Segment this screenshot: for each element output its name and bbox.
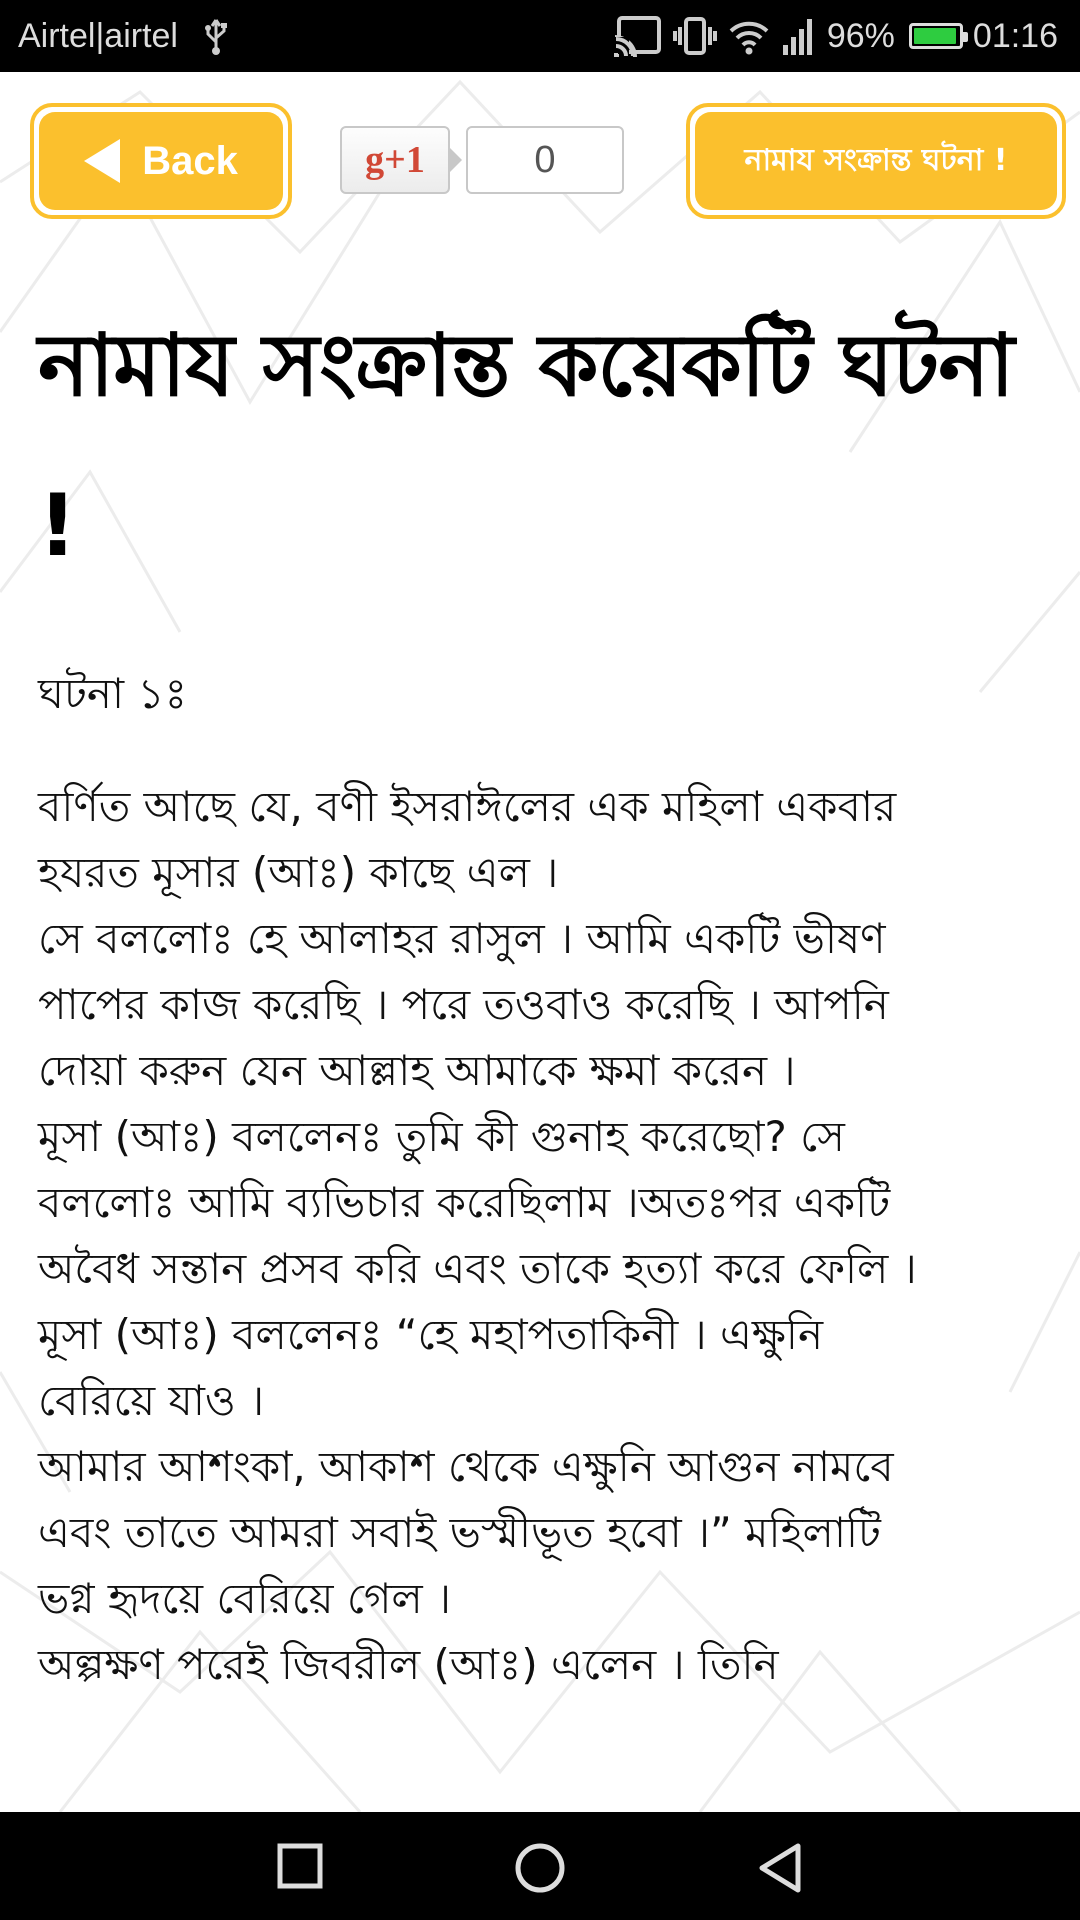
article-line: মূসা (আঃ) বললেনঃ “হে মহাপতাকিনী । এক্ষুনি [38,1310,824,1359]
back-nav-icon[interactable] [756,1842,804,1894]
plus-one-count-value: 0 [534,138,556,181]
battery-fill [914,28,956,44]
signal-icon [781,15,817,57]
google-plus-one-button[interactable] [340,126,450,194]
article-line: দোয়া করুন যেন আল্লাহ আমাকে ক্ষমা করেন । [38,1046,796,1095]
article-line: বললোঃ আমি ব্যভিচার করেছিলাম ।অতঃপর একটি [38,1178,891,1227]
article-subheading: ঘটনা ১ঃ [38,669,188,718]
count-pointer [450,148,462,172]
vibrate-icon [673,15,717,57]
google-plus-icon: g+1 [365,139,425,181]
article-line: বেরিয়ে যাও । [38,1376,265,1425]
back-button-face[interactable] [39,112,283,210]
back-label: Back [142,138,238,183]
article-line: ভগ্ন হৃদয়ে বেরিয়ে গেল । [38,1574,452,1623]
article-line: অল্পক্ষণ পরেই জিবরীল (আঃ) এলেন । তিনি [38,1640,779,1689]
article-line: হযরত মূসার (আঃ) কাছে এল । [38,848,559,897]
home-icon[interactable] [514,1842,566,1894]
back-arrow-icon [84,139,120,183]
article-line: বর্ণিত আছে যে, বণী ইসরাঈলের এক মহিলা একবার [38,782,897,831]
title-button[interactable] [686,103,1066,219]
article [38,286,1048,1698]
clock: 01:16 [972,17,1058,55]
article-title: নামায সংক্রান্ত কয়েকটি ঘটনা ! [38,316,1014,576]
recent-apps-icon[interactable] [276,1842,324,1890]
title-button-face[interactable] [695,112,1057,210]
article-line: সে বললোঃ হে আলাহর রাসুল । আমি একটি ভীষণ [38,914,886,963]
usb-icon [202,16,230,56]
article-body [38,774,1048,1698]
status-icons [613,12,1058,60]
title-button-label: নামায সংক্রান্ত ঘটনা ! [744,142,1008,178]
battery-icon [909,23,963,49]
article-line: অবৈধ সন্তান প্রসব করি এবং তাকে হত্যা করে ফেলি । [38,1244,917,1293]
wifi-icon [727,15,771,57]
plus-one-count [466,126,624,194]
battery-percent: 96% [826,17,895,55]
article-line: আমার আশংকা, আকাশ থেকে এক্ষুনি আগুন নামবে [38,1442,894,1491]
back-button[interactable] [30,103,292,219]
navigation-bar [0,1812,1080,1920]
article-line: পাপের কাজ করেছি । পরে তওবাও করেছি । আপনি [38,980,889,1029]
cast-icon [613,15,663,57]
article-line: এবং তাতে আমরা সবাই ভস্মীভূত হবো ।” মহিলাটি [38,1508,881,1557]
carrier-name: Airtel|airtel [18,17,178,55]
article-line: মূসা (আঃ) বললেনঃ তুমি কী গুনাহ করেছো? সে [38,1112,845,1161]
status-bar [0,0,1080,72]
